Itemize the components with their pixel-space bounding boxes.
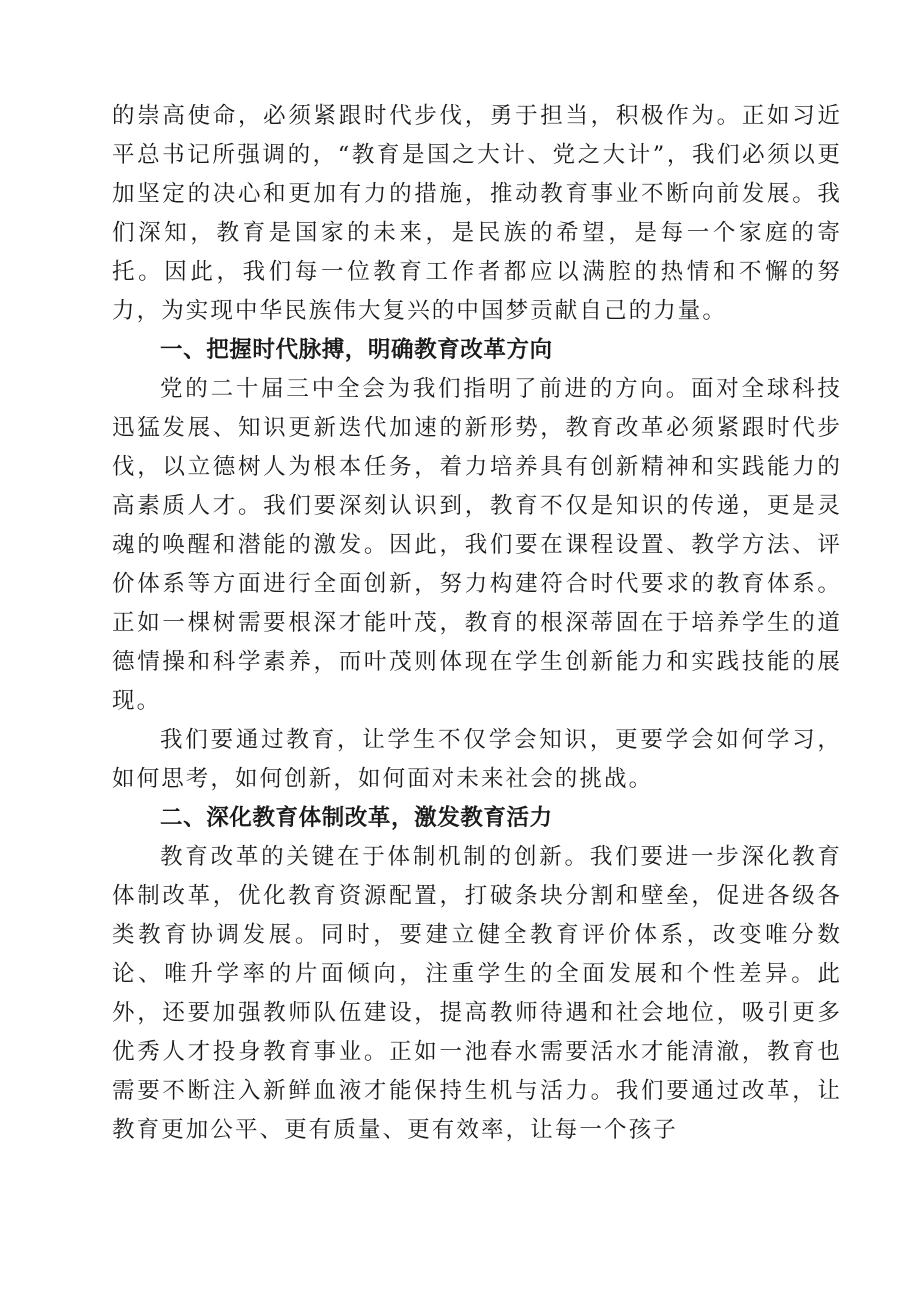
section-heading: 二、深化教育体制改革，激发教育活力 [160, 805, 553, 831]
body-paragraph: 党的二十届三中全会为我们指明了前进的方向。面对全球科技迅猛发展、知识更新迭代加速的新形势，教育改革必须紧跟时代步伐，以立德树人为根本任务，着力培养具有创新精神和实践能力的高素质人才。我们要深刻认识到，教育不仅是知识的传递，更是灵魂的唤醒和潜能的激发。因此，我们要在课程设置、教学方法、评价体系等方面进行全面创新，努力构建符合时代要求的教育体系。正如一棵树需要根深才能叶茂，教育的根深蒂固在于培养学生的道德情操和科学素养，而叶茂则体现在学生创新能力和实践技能的展现。 [112, 376, 842, 714]
body-paragraph: 我们要通过教育，让学生不仅学会知识，更要学会如何学习，如何思考，如何创新，如何面对未来社会的挑战。 [112, 727, 842, 792]
body-paragraph: 的崇高使命，必须紧跟时代步伐，勇于担当，积极作为。正如习近平总书记所强调的，“教育是国之大计、党之大计”，我们必须以更加坚定的决心和更加有力的措施，推动教育事业不断向前发展。我们深知，教育是国家的未来，是民族的希望，是每一个家庭的寄托。因此，我们每一位教育工作者都应以满腔的热情和不懈的努力，为实现中华民族伟大复兴的中国梦贡献自己的力量。 [112, 103, 842, 324]
section-heading: 一、把握时代脉搏，明确教育改革方向 [160, 337, 553, 363]
body-paragraph: 教育改革的关键在于体制机制的创新。我们要进一步深化教育体制改革，优化教育资源配置，打破条块分割和壁垒，促进各级各类教育协调发展。同时，要建立健全教育评价体系，改变唯分数论、唯升学率的片面倾向，注重学生的全面发展和个性差异。此外，还要加强教师队伍建设，提高教师待遇和社会地位，吸引更多优秀人才投身教育事业。正如一池春水需要活水才能清澈，教育也需要不断注入新鲜血液才能保持生机与活力。我们要通过改革，让教育更加公平、更有质量、更有效率，让每一个孩子 [112, 844, 842, 1143]
document-page [112, 97, 842, 1150]
